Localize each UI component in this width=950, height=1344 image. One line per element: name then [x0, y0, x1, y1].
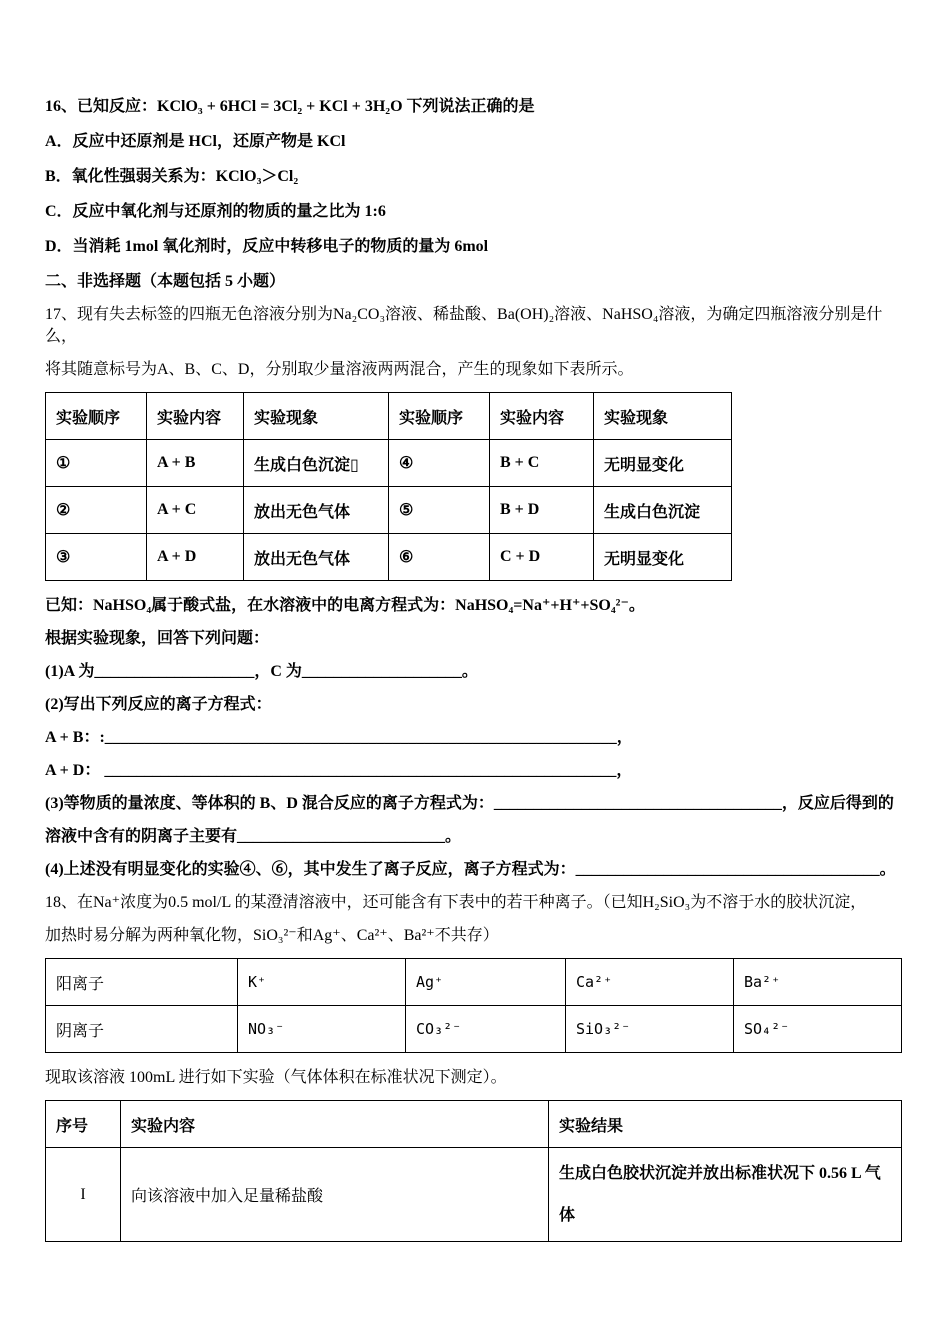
q17-blank-1: (1)A 为____________________，C 为____________________。 — [45, 663, 478, 680]
q18-intro-line-1: 18、在Na⁺浓度为0.5 mol/L 的某澄清溶液中，还可能含有下表中的若干种离子。（已知H₂SiO₃为不溶于水的胶状沉淀， — [45, 894, 867, 911]
table-cell: ⑥ — [389, 534, 490, 581]
table-cell: 生成白色胶状沉淀并放出标准状况下 0.56 L 气体 — [549, 1148, 902, 1242]
table-cell: Ag⁺ — [406, 959, 566, 1006]
q16-stem: 16、已知反应：KClO₃ + 6HCl = 3Cl₂ + KCl + 3H₂O 下列说法正确的是 — [45, 98, 535, 115]
table-cell: 放出无色气体 — [244, 487, 389, 534]
table-cell: Ba²⁺ — [734, 959, 902, 1006]
table-cell: 生成白色沉淀▯ — [244, 440, 389, 487]
table-cell: ① — [46, 440, 147, 487]
table-cell: C + D — [490, 534, 594, 581]
table-row — [46, 959, 902, 1006]
q17-question-prompt: 根据实验现象，回答下列问题： — [45, 630, 270, 647]
header-cell: 序号 — [46, 1101, 121, 1148]
table-cell: A + D — [147, 534, 244, 581]
header-cell: 实验结果 — [549, 1101, 902, 1148]
table-cell: ② — [46, 487, 147, 534]
header-cell: 实验内容 — [147, 393, 244, 440]
header-cell: 实验顺序 — [46, 393, 147, 440]
q18-note: 现取该溶液 100mL 进行如下实验（气体体积在标准状况下测定）。 — [45, 1069, 507, 1086]
q17-ad-equation-line: A + D： ________________________________________________________________， — [45, 762, 633, 779]
q16-option-c: C．反应中氧化剂与还原剂的物质的量之比为 1:6 — [45, 203, 386, 220]
q17-blank-2-label: (2)写出下列反应的离子方程式： — [45, 696, 272, 713]
q17-intro-line-2: 将其随意标号为A、B、C、D，分别取少量溶液两两混合，产生的现象如下表所示。 — [45, 361, 634, 378]
table-cell: ⑤ — [389, 487, 490, 534]
header-cell: 实验顺序 — [389, 393, 490, 440]
row-label-cell: 阳离子 — [46, 959, 238, 1006]
table-cell: B + C — [490, 440, 594, 487]
header-cell: 实验现象 — [594, 393, 732, 440]
table-row — [46, 1148, 902, 1242]
table-cell: 生成白色沉淀 — [594, 487, 732, 534]
q17-blank-3-line-1: (3)等物质的量浓度、等体积的 B、D 混合反应的离子方程式为：____________________________________，反应后得到的 — [45, 795, 894, 812]
table-cell: 无明显变化 — [594, 534, 732, 581]
table-header-row — [46, 393, 732, 440]
table-cell: B + D — [490, 487, 594, 534]
table-cell: 向该溶液中加入足量稀盐酸 — [121, 1148, 549, 1242]
q16-option-b: B．氧化性强弱关系为：KClO₃＞Cl₂ — [45, 168, 299, 185]
table-cell: 放出无色气体 — [244, 534, 389, 581]
row-label-cell: 阴离子 — [46, 1006, 238, 1053]
table-cell: NO₃⁻ — [238, 1006, 406, 1053]
header-cell: 实验内容 — [490, 393, 594, 440]
table-row — [46, 487, 732, 534]
q17-intro-line-1: 17、现有失去标签的四瓶无色溶液分别为Na₂CO₃溶液、稀盐酸、Ba(OH)₂溶液、NaHSO₄溶液，为确定四瓶溶液分别是什么， — [45, 306, 883, 345]
table-cell: Ca²⁺ — [566, 959, 734, 1006]
table-cell: ③ — [46, 534, 147, 581]
table-cell: 无明显变化 — [594, 440, 732, 487]
q18-ion-table — [45, 958, 902, 1053]
q17-ab-equation-line: A + B：:________________________________________________________________， — [45, 729, 633, 746]
header-cell: 实验内容 — [121, 1101, 549, 1148]
q16-option-d: D．当消耗 1mol 氧化剂时，反应中转移电子的物质的量为 6mol — [45, 238, 489, 255]
q17-blank-3-line-2: 溶液中含有的阴离子主要有__________________________。 — [45, 828, 462, 845]
table-cell: ④ — [389, 440, 490, 487]
table-cell: CO₃²⁻ — [406, 1006, 566, 1053]
table-cell: A + C — [147, 487, 244, 534]
q18-intro-line-2: 加热时易分解为两种氧化物，SiO₃²⁻和Ag⁺、Ca²⁺、Ba²⁺不共存） — [45, 927, 499, 944]
q17-phenomena-table — [45, 392, 732, 581]
table-cell: SiO₃²⁻ — [566, 1006, 734, 1053]
q16-option-a: A．反应中还原剂是 HCl，还原产物是 KCl — [45, 133, 346, 150]
q18-experiment-table — [45, 1100, 902, 1242]
table-row — [46, 534, 732, 581]
table-row — [46, 440, 732, 487]
section-2-heading: 二、非选择题（本题包括 5 小题） — [45, 273, 286, 290]
header-cell: 实验现象 — [244, 393, 389, 440]
table-header-row — [46, 1101, 902, 1148]
row-number-cell: I — [46, 1148, 121, 1242]
table-cell: K⁺ — [238, 959, 406, 1006]
q17-blank-4: (4)上述没有明显变化的实验④、⑥，其中发生了离子反应，离子方程式为：______________________________________。 — [45, 861, 896, 878]
table-cell: A + B — [147, 440, 244, 487]
table-row — [46, 1006, 902, 1053]
table-cell: SO₄²⁻ — [734, 1006, 902, 1053]
q17-known-text: 已知：NaHSO₄属于酸式盐，在水溶液中的电离方程式为：NaHSO₄=Na⁺+H⁺+SO₄²⁻。 — [45, 597, 645, 614]
